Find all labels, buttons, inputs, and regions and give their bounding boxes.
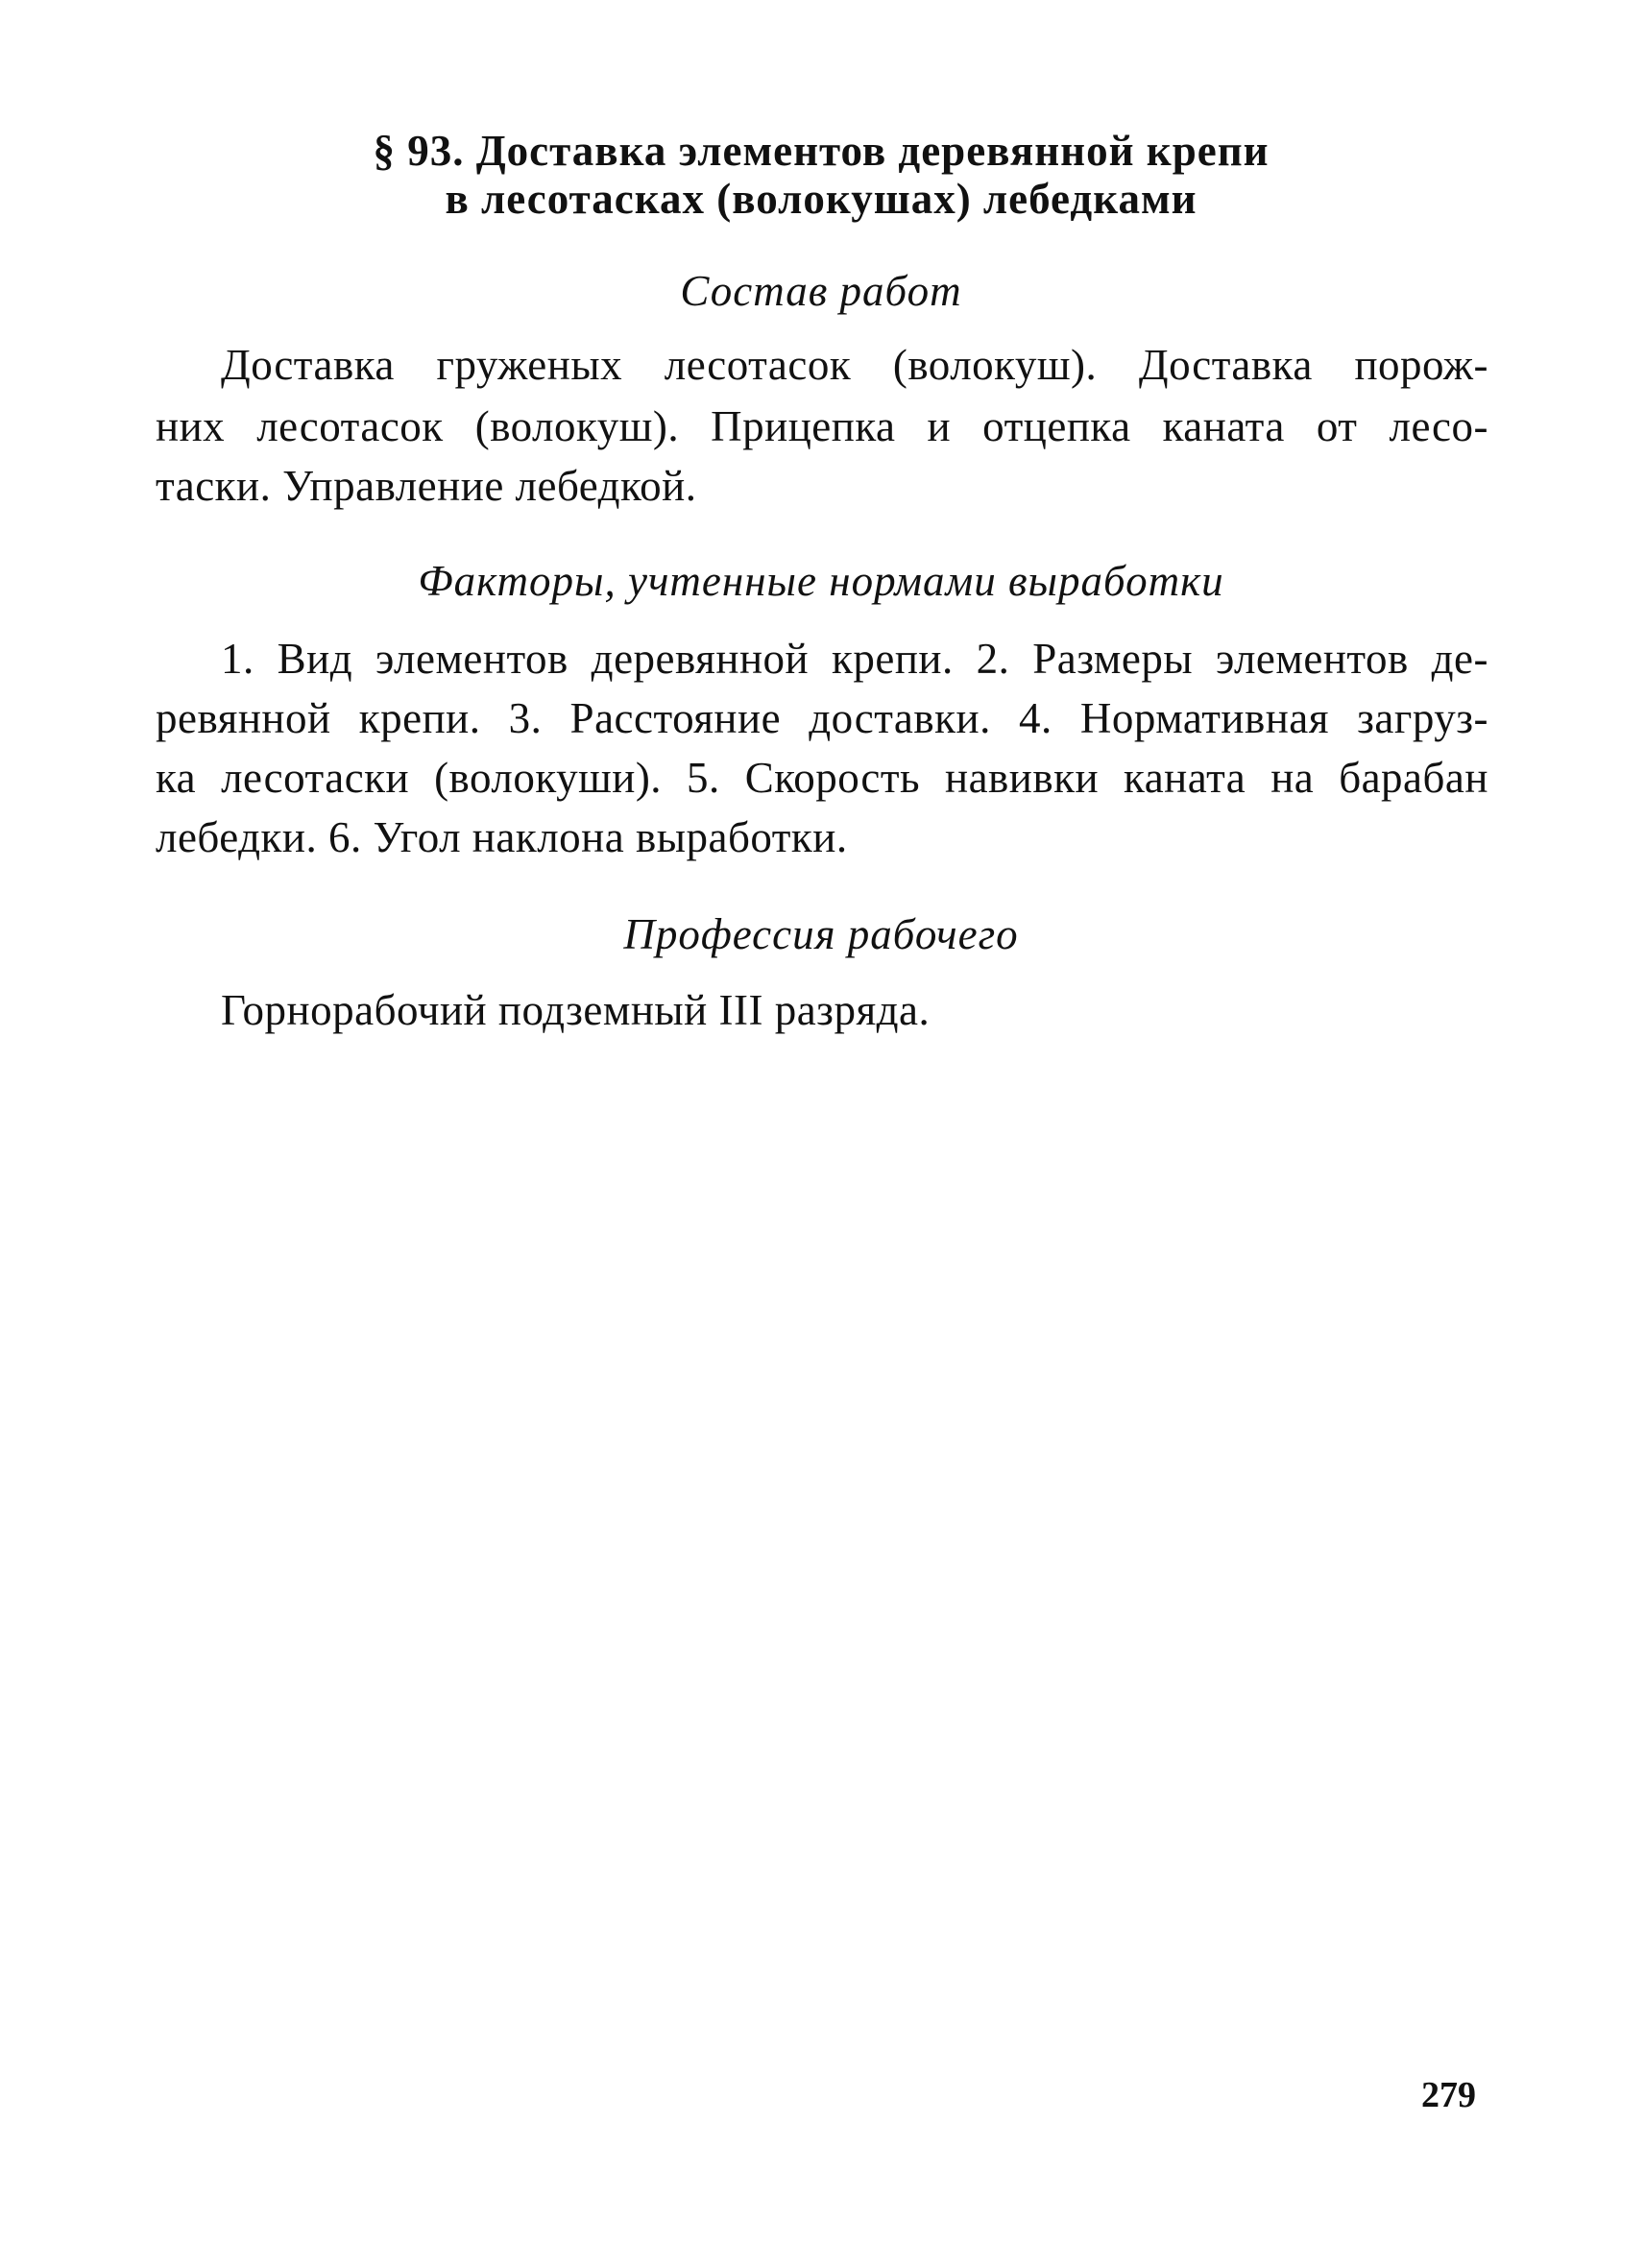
page-number: 279 <box>1421 2075 1476 2115</box>
composition-line-1: Доставка груженых лесотасок (волокуш). Доставка порож- <box>221 341 1488 389</box>
section-title-line-2: в лесотасках (волокушах) лебедками <box>445 175 1197 223</box>
factors-line-3: ка лесотаски (волокуши). 5. Скорость навивки каната на барабан <box>156 754 1488 802</box>
composition-line-2: них лесотасок (волокуш). Прицепка и отцепка каната от лесо- <box>156 402 1488 450</box>
profession-text: Горнорабочий подземный III разряда. <box>221 986 931 1034</box>
factors-line-2: ревянной крепи. 3. Расстояние доставки. 4. Нормативная загруз- <box>156 694 1488 742</box>
profession-heading: Профессия рабочего <box>623 910 1019 958</box>
composition-heading: Состав работ <box>680 267 962 315</box>
section-title-line-1: § 93. Доставка элементов деревянной крепи <box>373 127 1270 175</box>
factors-line-1: 1. Вид элементов деревянной крепи. 2. Размеры элементов де- <box>221 635 1488 683</box>
factors-heading: Факторы, учтенные нормами выработки <box>418 557 1224 605</box>
composition-line-3: таски. Управление лебедкой. <box>156 462 697 510</box>
factors-line-4: лебедки. 6. Угол наклона выработки. <box>156 813 848 861</box>
